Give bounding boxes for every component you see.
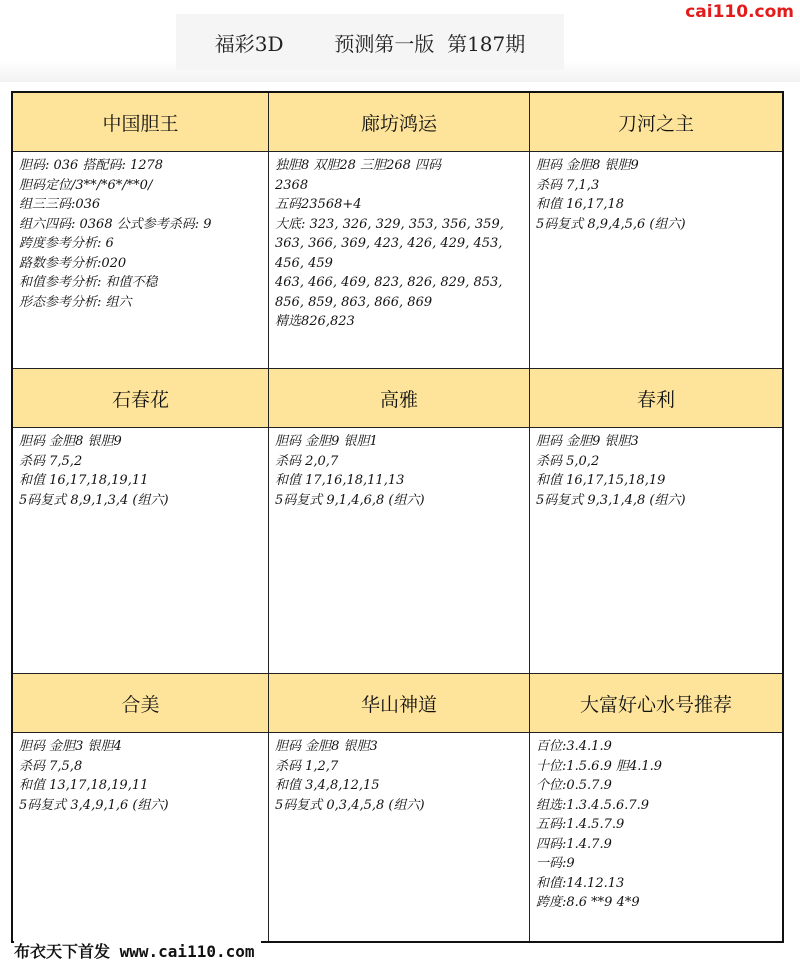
content-line: 5码复式 8,9,1,3,4 (组六) xyxy=(19,492,169,508)
content-line: 路数参考分析:020 xyxy=(19,255,127,271)
content-line: 胆码 金胆9 银胆3 xyxy=(536,434,639,449)
cell-title: 华山神道 xyxy=(269,674,529,733)
content-line: 五码:1.4.5.7.9 xyxy=(536,817,625,832)
content-line: 杀码 7,5,8 xyxy=(19,758,83,774)
cell-content xyxy=(13,428,268,510)
content-line: 杀码 1,2,7 xyxy=(275,758,339,774)
cell-content xyxy=(530,152,782,234)
prediction-cell xyxy=(13,674,269,941)
prediction-cell xyxy=(530,674,782,941)
content-line: 456, 459 xyxy=(275,255,333,271)
cell-title: 合美 xyxy=(13,674,268,733)
content-line: 跨度:8.6 **9 4*9 xyxy=(536,895,640,910)
cell-title: 春利 xyxy=(530,369,782,428)
content-line: 5码复式 3,4,9,1,6 (组六) xyxy=(19,797,169,813)
cell-title: 中国胆王 xyxy=(13,93,268,152)
content-line: 胆码 金胆8 银胆9 xyxy=(19,434,122,449)
cell-content xyxy=(13,152,268,312)
content-line: 杀码 7,1,3 xyxy=(536,177,600,193)
prediction-cell xyxy=(269,93,530,369)
content-line: 胆码 金胆8 银胆3 xyxy=(275,739,378,754)
content-line: 组选:1.3.4.5.6.7.9 xyxy=(536,797,650,813)
content-line: 形态参考分析: 组六 xyxy=(19,294,132,310)
content-line: 5码复式 9,3,1,4,8 (组六) xyxy=(536,492,686,508)
cell-title: 廊坊鸿运 xyxy=(269,93,529,152)
content-line: 胆码 金胆8 银胆9 xyxy=(536,158,639,173)
content-line: 杀码 5,0,2 xyxy=(536,453,600,469)
content-line: 百位:3.4.1.9 xyxy=(536,739,612,754)
content-line: 463, 466, 469, 823, 826, 829, 853, xyxy=(275,275,503,290)
prediction-cell xyxy=(13,369,269,674)
cell-content xyxy=(269,152,529,332)
cell-title: 高雅 xyxy=(269,369,529,428)
content-line: 一码:9 xyxy=(536,856,575,871)
content-line: 组六四码: 0368 公式参考杀码: 9 xyxy=(19,216,212,232)
content-line: 和值:14.12.13 xyxy=(536,875,625,891)
content-line: 杀码 2,0,7 xyxy=(275,453,339,469)
cell-title: 刀河之主 xyxy=(530,93,782,152)
title-lottery: 福彩3D xyxy=(214,31,284,56)
content-line: 和值 17,16,18,11,13 xyxy=(275,473,405,488)
site-logo xyxy=(685,0,794,24)
content-line: 个位:0.5.7.9 xyxy=(536,778,612,793)
cell-title: 大富好心水号推荐 xyxy=(530,674,782,733)
content-line: 和值参考分析: 和值不稳 xyxy=(19,275,158,290)
site-logo-text: cai110.com xyxy=(685,2,794,22)
content-line: 胆码定位/3**/*6*/**0/ xyxy=(19,177,153,193)
cell-title: 石春花 xyxy=(13,369,268,428)
content-line: 组三三码:036 xyxy=(19,197,101,212)
content-line: 2368 xyxy=(275,177,309,193)
content-line: 四码:1.4.7.9 xyxy=(536,836,612,852)
content-line: 胆码: 036 搭配码: 1278 xyxy=(19,158,164,173)
content-line: 和值 16,17,18,19,11 xyxy=(19,473,149,488)
content-line: 杀码 7,5,2 xyxy=(19,453,83,469)
content-line: 五码23568+4 xyxy=(275,197,362,212)
content-line: 精选826,823 xyxy=(275,314,355,329)
cell-content xyxy=(269,428,529,510)
content-line: 胆码 金胆3 银胆4 xyxy=(19,739,122,754)
footer-caption: 布衣天下首发 www.cai110.com xyxy=(14,938,261,962)
content-line: 胆码 金胆9 银胆1 xyxy=(275,434,378,449)
prediction-cell xyxy=(530,369,782,674)
cell-content xyxy=(269,733,529,815)
prediction-cell xyxy=(269,674,530,941)
title-issue: 第187期 xyxy=(447,31,526,56)
title-edition: 预测第一版 xyxy=(334,31,435,56)
content-line: 5码复式 9,1,4,6,8 (组六) xyxy=(275,492,425,508)
cell-content xyxy=(13,733,268,815)
prediction-cell xyxy=(13,93,269,369)
content-line: 独胆8 双胆28 三胆268 四码 xyxy=(275,158,442,173)
prediction-cell xyxy=(530,93,782,369)
content-line: 大底: 323, 326, 329, 353, 356, 359, xyxy=(275,216,504,232)
content-line: 和值 13,17,18,19,11 xyxy=(19,778,149,793)
prediction-grid xyxy=(11,91,784,943)
page-title xyxy=(176,14,564,70)
content-line: 十位:1.5.6.9 胆4.1.9 xyxy=(536,758,663,774)
content-line: 和值 16,17,18 xyxy=(536,197,625,212)
cell-content xyxy=(530,733,782,913)
content-line: 和值 16,17,15,18,19 xyxy=(536,473,666,488)
content-line: 5码复式 0,3,4,5,8 (组六) xyxy=(275,797,425,813)
cell-content xyxy=(530,428,782,510)
content-line: 和值 3,4,8,12,15 xyxy=(275,778,380,793)
content-line: 5码复式 8,9,4,5,6 (组六) xyxy=(536,216,686,232)
content-line: 856, 859, 863, 866, 869 xyxy=(275,294,433,310)
content-line: 跨度参考分析: 6 xyxy=(19,236,114,251)
prediction-cell xyxy=(269,369,530,674)
content-line: 363, 366, 369, 423, 426, 429, 453, xyxy=(275,236,503,251)
